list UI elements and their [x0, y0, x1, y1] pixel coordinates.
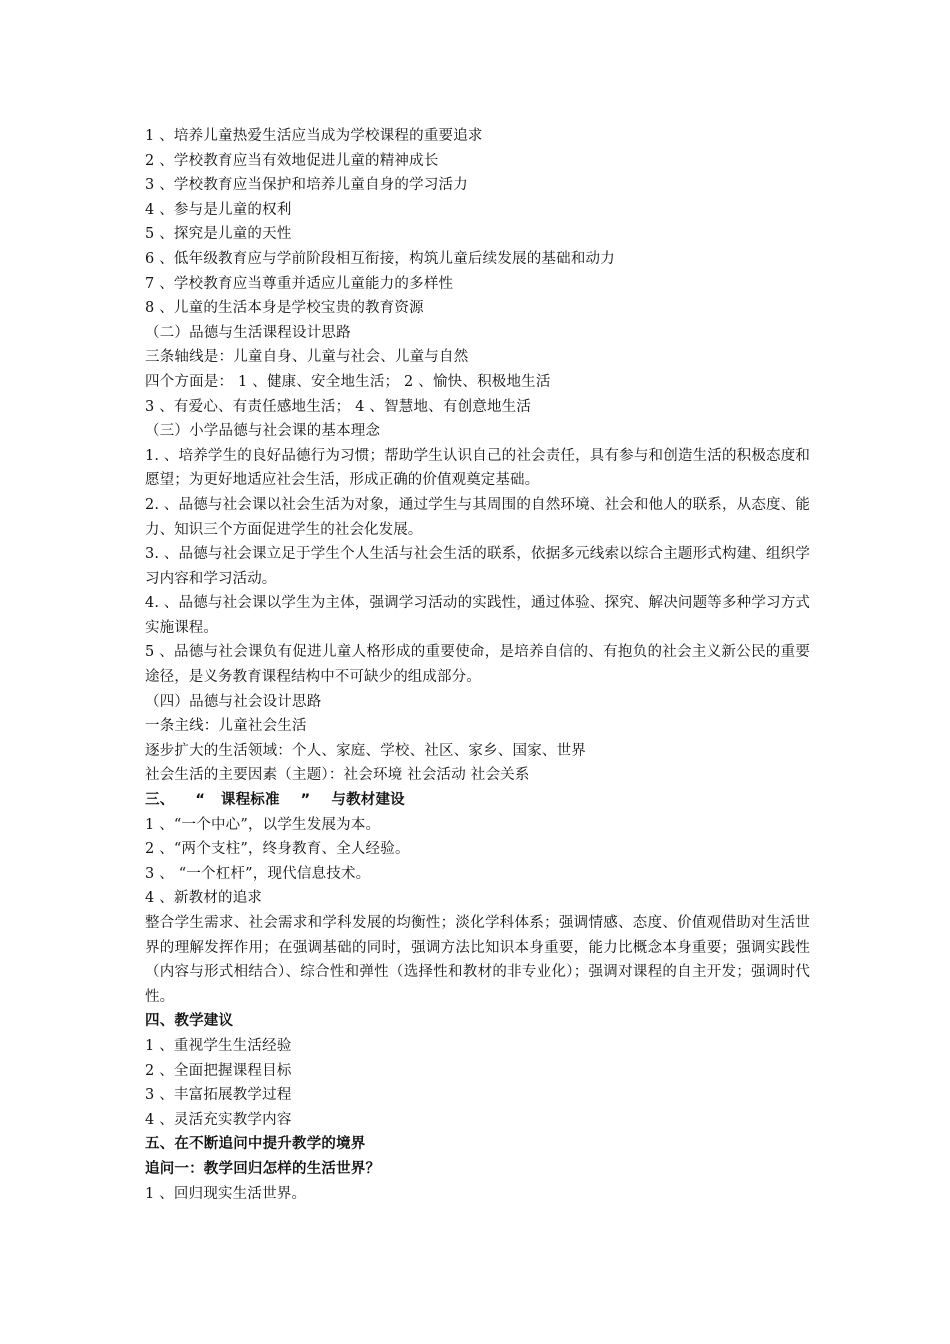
list-item: 2 、学校教育应当有效地促进儿童的精神成长: [145, 152, 439, 169]
paragraph: 5 、品德与社会课负有促进儿童人格形成的重要使命，是培养自信的、有抱负的社会主义新公民的重要途径，是义务教育课程结构中不可缺少的组成部分。: [145, 644, 810, 686]
text-line: 社会生活的主要因素（主题）：社会环境 社会活动 社会关系: [145, 767, 530, 784]
section-subheading: （四）品德与社会设计思路: [145, 693, 322, 710]
list-item: 1 、重视学生生活经验: [145, 1037, 292, 1054]
text-line: 3 、有爱心、有责任感地生活； 4 、智慧地、有创意地生活: [145, 398, 532, 415]
list-item: 3 、丰富拓展教学过程: [145, 1087, 292, 1104]
section-subheading: （三）小学品德与社会课的基本理念: [145, 423, 381, 440]
list-item: 2 、“两个支柱”，终身教育、全人经验。: [145, 841, 410, 858]
list-item: 7 、学校教育应当尊重并适应儿童能力的多样性: [145, 275, 454, 292]
list-item: 8 、儿童的生活本身是学校宝贵的教育资源: [145, 300, 424, 317]
paragraph: 4. 、品德与社会课以学生为主体，强调学习活动的实践性，通过体验、探究、解决问题等多种学习方式实施课程。: [145, 595, 810, 636]
section-subheading: 追问一：教学回归怎样的生活世界？: [145, 1160, 381, 1177]
list-item: 4 、参与是儿童的权利: [145, 201, 292, 218]
paragraph: 2. 、品德与社会课以社会生活为对象，通过学生与其周围的自然环境、社会和他人的联系，从态度、能力、知识三个方面促进学生的社会化发展。: [145, 496, 810, 538]
text-line: 逐步扩大的生活领域：个人、家庭、学校、社区、家乡、国家、世界: [145, 742, 586, 759]
section-heading: 四、教学建议: [145, 1013, 234, 1030]
list-item: 1 、“一个中心”，以学生发展为本。: [145, 816, 381, 833]
list-item: 2 、全面把握课程目标: [145, 1062, 292, 1079]
list-item: 4 、新教材的追求: [145, 890, 263, 907]
paragraph: 1. 、培养学生的良好品德行为习惯；帮助学生认识自己的社会责任，具有参与和创造生活的积极态度和愿望；为更好地适应社会生活，形成正确的价值观奠定基础。: [145, 447, 810, 489]
text-line: 三条轴线是：儿童自身、儿童与社会、儿童与自然: [145, 349, 469, 366]
list-item: 4 、灵活充实教学内容: [145, 1111, 292, 1128]
paragraph: 3. 、品德与社会课立足于学生个人生活与社会生活的联系，依据多元线索以综合主题形式构建、组织学习内容和学习活动。: [145, 546, 810, 587]
list-item: 3 、学校教育应当保护和培养儿童自身的学习活力: [145, 177, 468, 194]
list-item: 5 、探究是儿童的天性: [145, 226, 292, 243]
section-heading: 五、在不断追问中提升教学的境界: [145, 1136, 366, 1153]
section-subheading: （二）品德与生活课程设计思路: [145, 324, 351, 341]
list-item: 6 、低年级教育应与学前阶段相互衔接，构筑儿童后续发展的基础和动力: [145, 250, 615, 267]
document-body: [145, 124, 810, 1206]
list-item: 3 、 “一个杠杆”，现代信息技术。: [145, 865, 371, 882]
section-heading: 三、 “ 课程标准 ” 与教材建设: [145, 792, 405, 809]
text-line: 四个方面是： 1 、健康、安全地生活； 2 、愉快、积极地生活: [145, 373, 551, 390]
paragraph: 整合学生需求、社会需求和学科发展的均衡性；淡化学科体系；强调情感、态度、价值观借助对生活世界的理解发挥作用；在强调基础的同时，强调方法比知识本身重要，能力比概念本身重要；强调实践性（内容与形式相结合）、综合性和弹性（选择性和教材的非专业化）；强调对课程的自主开发；强调时代性。: [145, 915, 810, 1005]
text-line: 一条主线：儿童社会生活: [145, 718, 307, 735]
list-item: 1 、回归现实生活世界。: [145, 1185, 307, 1202]
list-item: 1 、培养儿童热爱生活应当成为学校课程的重要追求: [145, 128, 483, 144]
